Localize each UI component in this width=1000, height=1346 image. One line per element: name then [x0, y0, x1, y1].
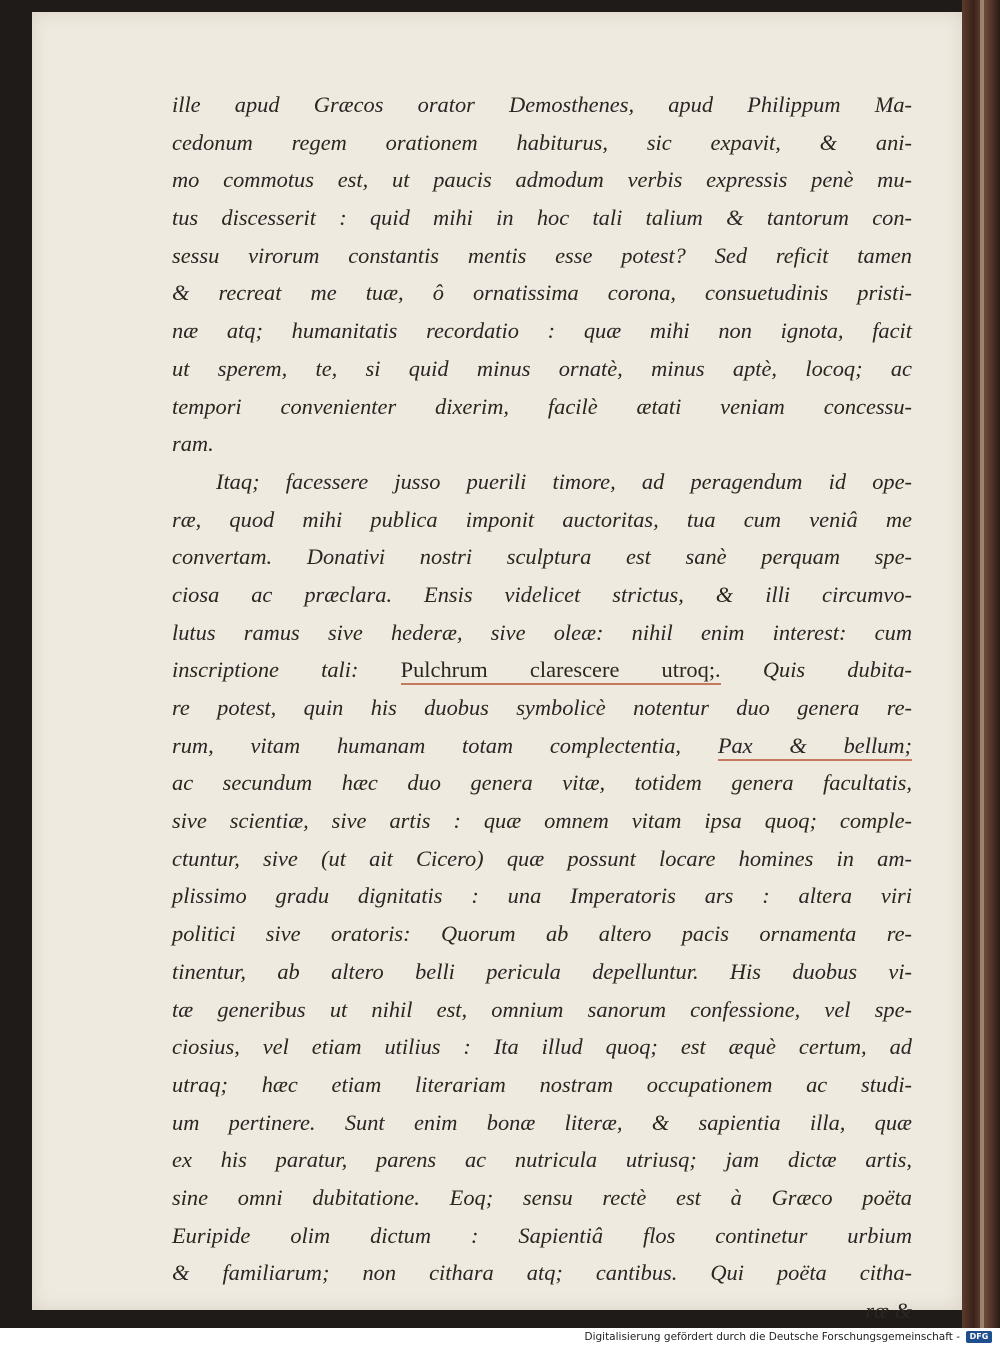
- text-line: lutus ramus sive hederæ, sive oleæ: nihil enim interest: cum: [172, 619, 912, 645]
- text-line: ctuntur, sive (ut ait Cicero) quæ possunt locare homines in am-: [172, 845, 912, 871]
- text-line: ac secundum hæc duo genera vitæ, totidem genera facultatis,: [172, 770, 912, 796]
- text-line: utraq; hæc etiam literariam nostram occupationem ac studi-: [172, 1071, 912, 1097]
- inscription-continuation: Quis dubita-: [762, 657, 912, 683]
- text-line: sive scientiæ, sive artis : quæ omnem vitam ipsa quoq; comple-: [172, 808, 912, 834]
- text-line: & recreat me tuæ, ô ornatissima corona, consuetudinis pristi-: [172, 280, 912, 306]
- text-line: tæ generibus ut nihil est, omnium sanorum confessione, vel spe-: [172, 996, 912, 1022]
- footer-credit: Digitalisierung gefördert durch die Deutsche Forschungsgemeinschaft -: [584, 1331, 960, 1343]
- text-line: næ atq; humanitatis recordatio : quæ mihi non ignota, facit: [172, 318, 912, 344]
- text-line: ræ, quod mihi publica imponit auctoritas, tua cum veniâ me: [172, 506, 912, 532]
- text-line: Euripide olim dictum : Sapientiâ flos continetur urbium: [172, 1222, 912, 1248]
- page-text-block: [172, 86, 912, 1330]
- text-line: & familiarum; non cithara atq; cantibus. Qui poëta citha-: [172, 1260, 912, 1286]
- text-line: ut sperem, te, si quid minus ornatè, minus aptè, locoq; ac: [172, 355, 912, 381]
- text-line: ciosius, vel etiam utilius : Ita illud quoq; est æquè certum, ad: [172, 1034, 912, 1060]
- text-line: tinentur, ab altero belli pericula depelluntur. His duobus vi-: [172, 958, 912, 984]
- text-line: Itaq; facessere jusso puerili timore, ad peragendum id ope-: [216, 468, 912, 494]
- text-line: cedonum regem orationem habiturus, sic expavit, & ani-: [172, 129, 912, 155]
- inscription-motto-underlined: Pulchrum clarescere utroq;.: [401, 657, 721, 685]
- pax-intro: rum, vitam humanam totam complectentia,: [172, 732, 682, 758]
- text-line: ex his paratur, parens ac nutricula utriusq; jam dictæ artis,: [172, 1147, 912, 1173]
- pax-et-bellum-underlined: Pax & bellum;: [718, 733, 912, 761]
- catchword: ræ &: [865, 1298, 912, 1323]
- text-line: politici sive oratoris: Quorum ab altero pacis ornamenta re-: [172, 921, 912, 947]
- text-line: tus discesserit : quid mihi in hoc tali talium & tantorum con-: [172, 205, 912, 231]
- dfg-logo[interactable]: DFG: [966, 1331, 992, 1343]
- text-line: ille apud Græcos orator Demosthenes, apud Philippum Ma-: [172, 92, 912, 117]
- text-line: re potest, quin his duobus symbolicè notentur duo genera re-: [172, 695, 912, 720]
- text-line: ciosa ac præclara. Ensis videlicet strictus, & illi circumvo-: [172, 581, 912, 607]
- text-line: um pertinere. Sunt enim bonæ literæ, & sapientia illa, quæ: [172, 1109, 912, 1135]
- text-line: mo commotus est, ut paucis admodum verbis expressis penè mu-: [172, 167, 912, 193]
- text-line: sessu virorum constantis mentis esse potest? Sed reficit tamen: [172, 242, 912, 268]
- text-line: sine omni dubitatione. Eoq; sensu rectè est à Græco poëta: [172, 1184, 912, 1210]
- text-line: ram.: [172, 431, 214, 457]
- inscription-intro: inscriptione tali:: [172, 657, 359, 683]
- text-line: convertam. Donativi nostri sculptura est sanè perquam spe-: [172, 544, 912, 570]
- text-line: plissimo gradu dignitatis : una Imperatoris ars : altera viri: [172, 883, 912, 909]
- text-line: tempori convenienter dixerim, facilè ætati veniam concessu-: [172, 393, 912, 419]
- text-line-inscription: [172, 651, 912, 689]
- digitization-footer: [0, 1328, 1000, 1346]
- text-line-pax: [172, 727, 912, 765]
- book-binding-edge: [962, 0, 1000, 1328]
